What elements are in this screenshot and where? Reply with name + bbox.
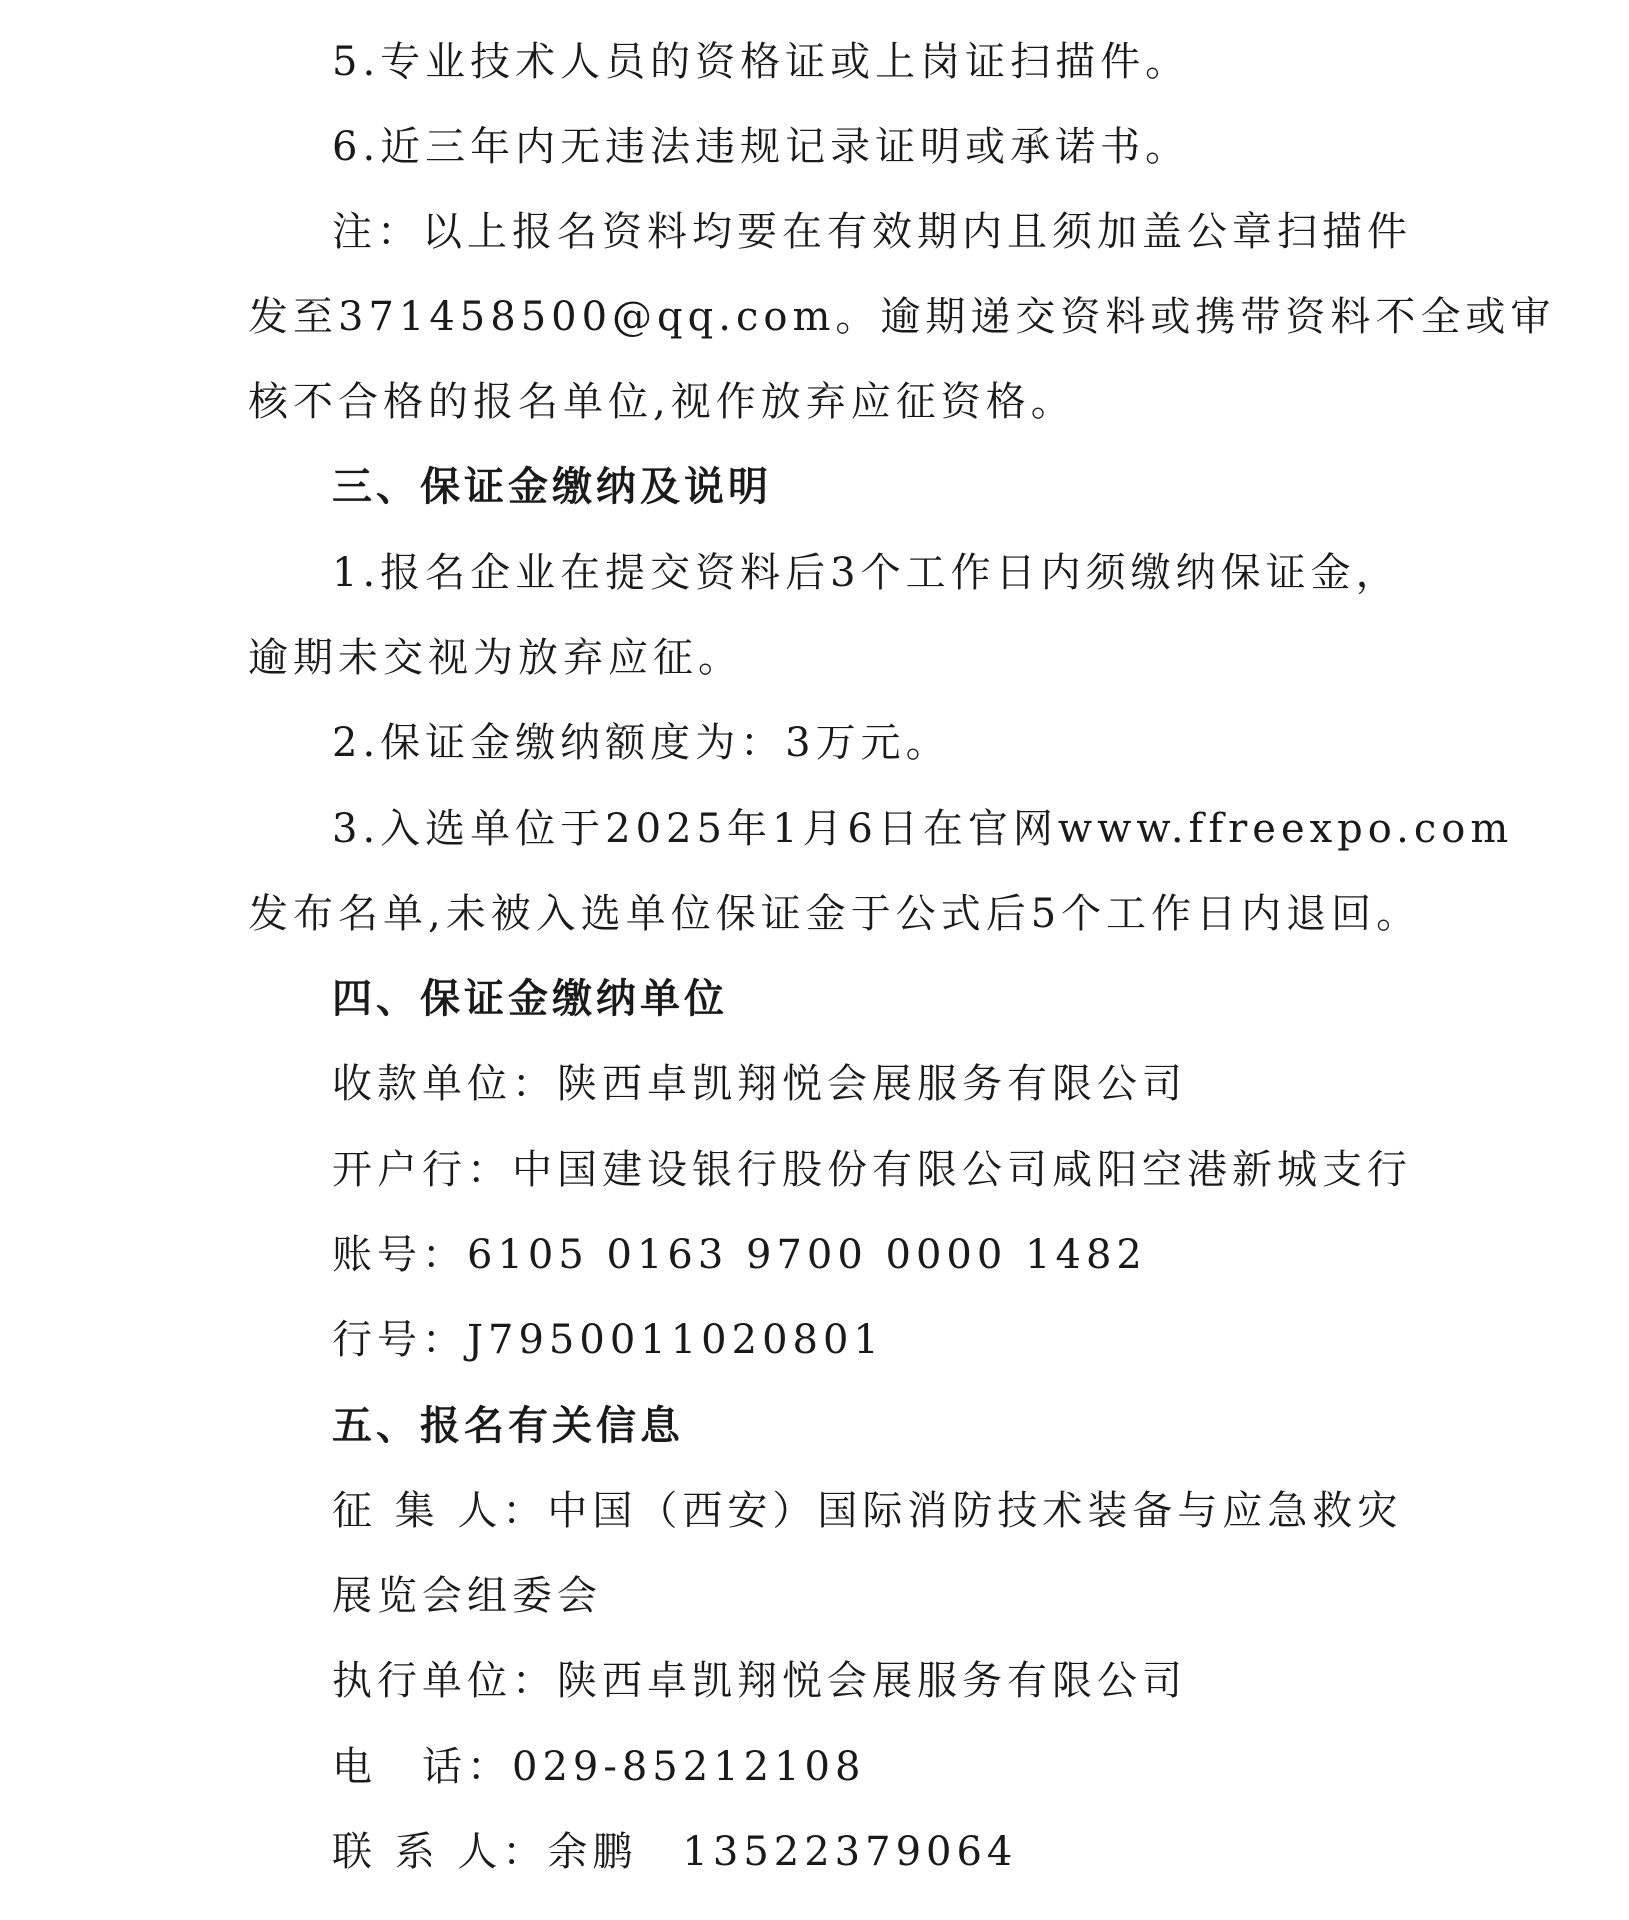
section-3-p2: 2.保证金缴纳额度为：3万元。	[332, 720, 951, 766]
note-line-3: 核不合格的报名单位,视作放弃应征资格。	[248, 379, 1076, 425]
bank-line: 开户行：中国建设银行股份有限公司咸阳空港新城支行	[332, 1147, 1412, 1193]
collector-line-1: 征 集 人：中国（西安）国际消防技术装备与应急救灾	[332, 1488, 1403, 1534]
executor-line: 执行单位：陕西卓凯翔悦会展服务有限公司	[332, 1658, 1187, 1704]
bank-code-line: 行号：J7950011020801	[332, 1317, 884, 1363]
section-3-p1-line-2: 逾期未交视为放弃应征。	[248, 635, 743, 681]
account-line: 账号：6105 0163 9700 0000 1482	[332, 1232, 1147, 1278]
section-3-p3-line-1: 3.入选单位于2025年1月6日在官网www.ffreexpo.com	[332, 806, 1514, 852]
section-5-heading: 五、报名有关信息	[332, 1403, 684, 1449]
item-5: 5.专业技术人员的资格证或上岗证扫描件。	[332, 39, 1191, 85]
section-3-heading: 三、保证金缴纳及说明	[332, 464, 772, 510]
phone-line: 电 话：029-85212108	[332, 1744, 866, 1790]
note-line-2: 发至371458500@qq.com。逾期递交资料或携带资料不全或审	[248, 294, 1556, 340]
item-6: 6.近三年内无违法违规记录证明或承诺书。	[332, 124, 1191, 170]
contact-line: 联 系 人：余鹏 13522379064	[332, 1829, 1018, 1875]
note-line-1: 注：以上报名资料均要在有效期内且须加盖公章扫描件	[332, 209, 1412, 255]
section-3-p1-line-1: 1.报名企业在提交资料后3个工作日内须缴纳保证金，	[332, 550, 1401, 596]
section-3-p3-line-2: 发布名单,未被入选单位保证金于公式后5个工作日内退回。	[248, 891, 1422, 937]
collector-line-2: 展览会组委会	[332, 1573, 602, 1619]
payee-line: 收款单位：陕西卓凯翔悦会展服务有限公司	[332, 1061, 1187, 1107]
section-4-heading: 四、保证金缴纳单位	[332, 976, 728, 1022]
